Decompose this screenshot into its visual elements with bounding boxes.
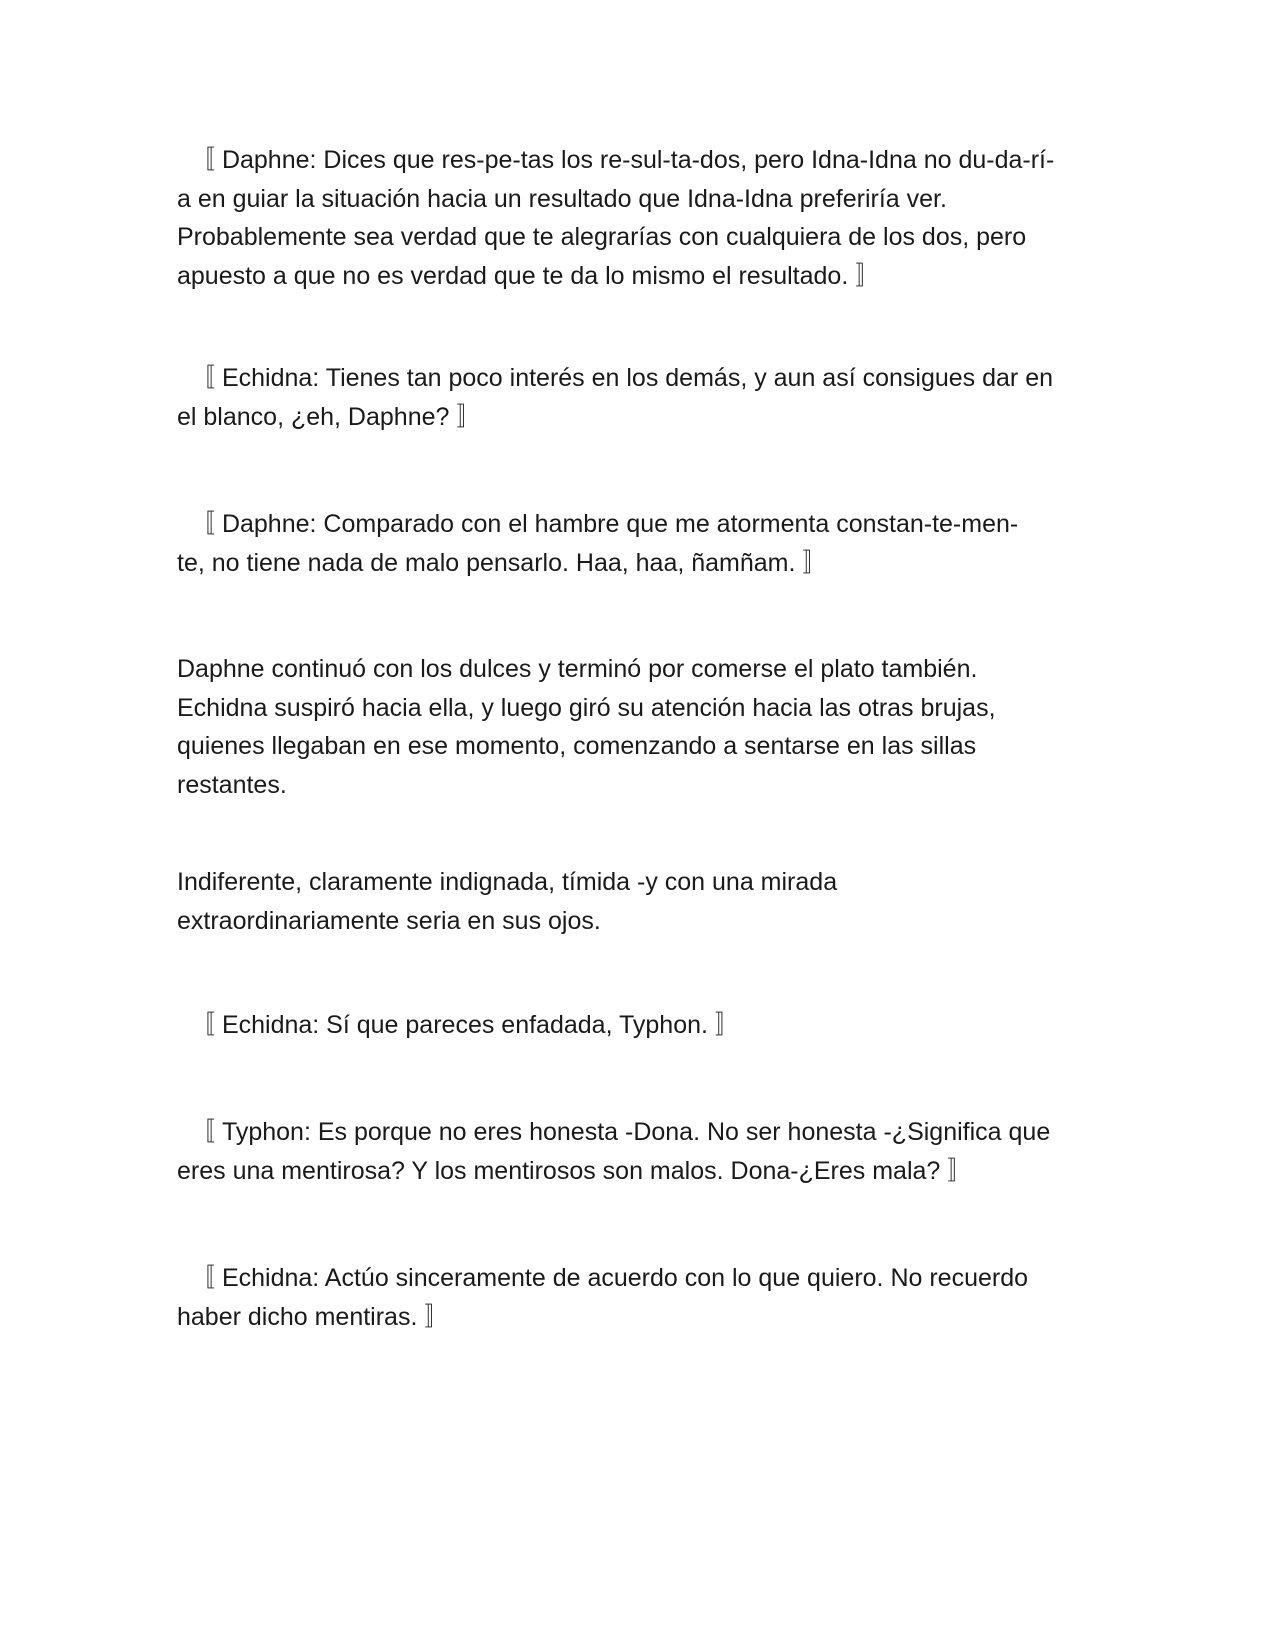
paragraph-echidna-interest: 〚 Echidna: Tienes tan poco interés en los demás, y aun así consigues dar en el blanco, ¿eh, Daphne? 〛 [177, 364, 1054, 431]
paragraph-typhon-honesty: 〚 Typhon: Es porque no eres honesta -Dona. No ser honesta -¿Significa que eres una mentirosa? Y los mentirosos son malos. Dona-¿Eres mala? 〛 [177, 1118, 1051, 1185]
paragraph-echidna-sincere: 〚 Echidna: Actúo sinceramente de acuerdo con lo que quiero. No recuerdo haber dicho mentiras. 〛 [177, 1264, 1029, 1331]
paragraph-narration-sweets: Daphne continuó con los dulces y terminó por comerse el plato también. Echidna suspiró hacia ella, y luego giró su atención hacia las otras brujas, quienes llegaban en ese momento, comenzando a sentarse en las sillas restantes. [177, 655, 996, 799]
paragraph-daphne-hunger: 〚 Daphne: Comparado con el hambre que me atormenta constan-te-men- te, no tiene nada de malo pensarlo. Haa, haa, ñamñam. 〛 [177, 510, 1019, 577]
paragraph-echidna-typhon: 〚 Echidna: Sí que pareces enfadada, Typhon. 〛 [190, 1011, 740, 1039]
paragraph-narration-expressions: Indiferente, claramente indignada, tímida -y con una mirada extraordinariamente seria en sus ojos. [177, 868, 838, 935]
paragraph-daphne-results: 〚 Daphne: Dices que res-pe-tas los re-sul-ta-dos, pero Idna-Idna no du-da-rí- a en guiar la situación hacia un resultado que Idna-Idna preferiría ver. Probablemente sea verdad que te alegrarías con cualquiera de los dos, pero apuesto a que no es verdad que te da lo mismo el resultado. 〛 [177, 146, 1055, 290]
